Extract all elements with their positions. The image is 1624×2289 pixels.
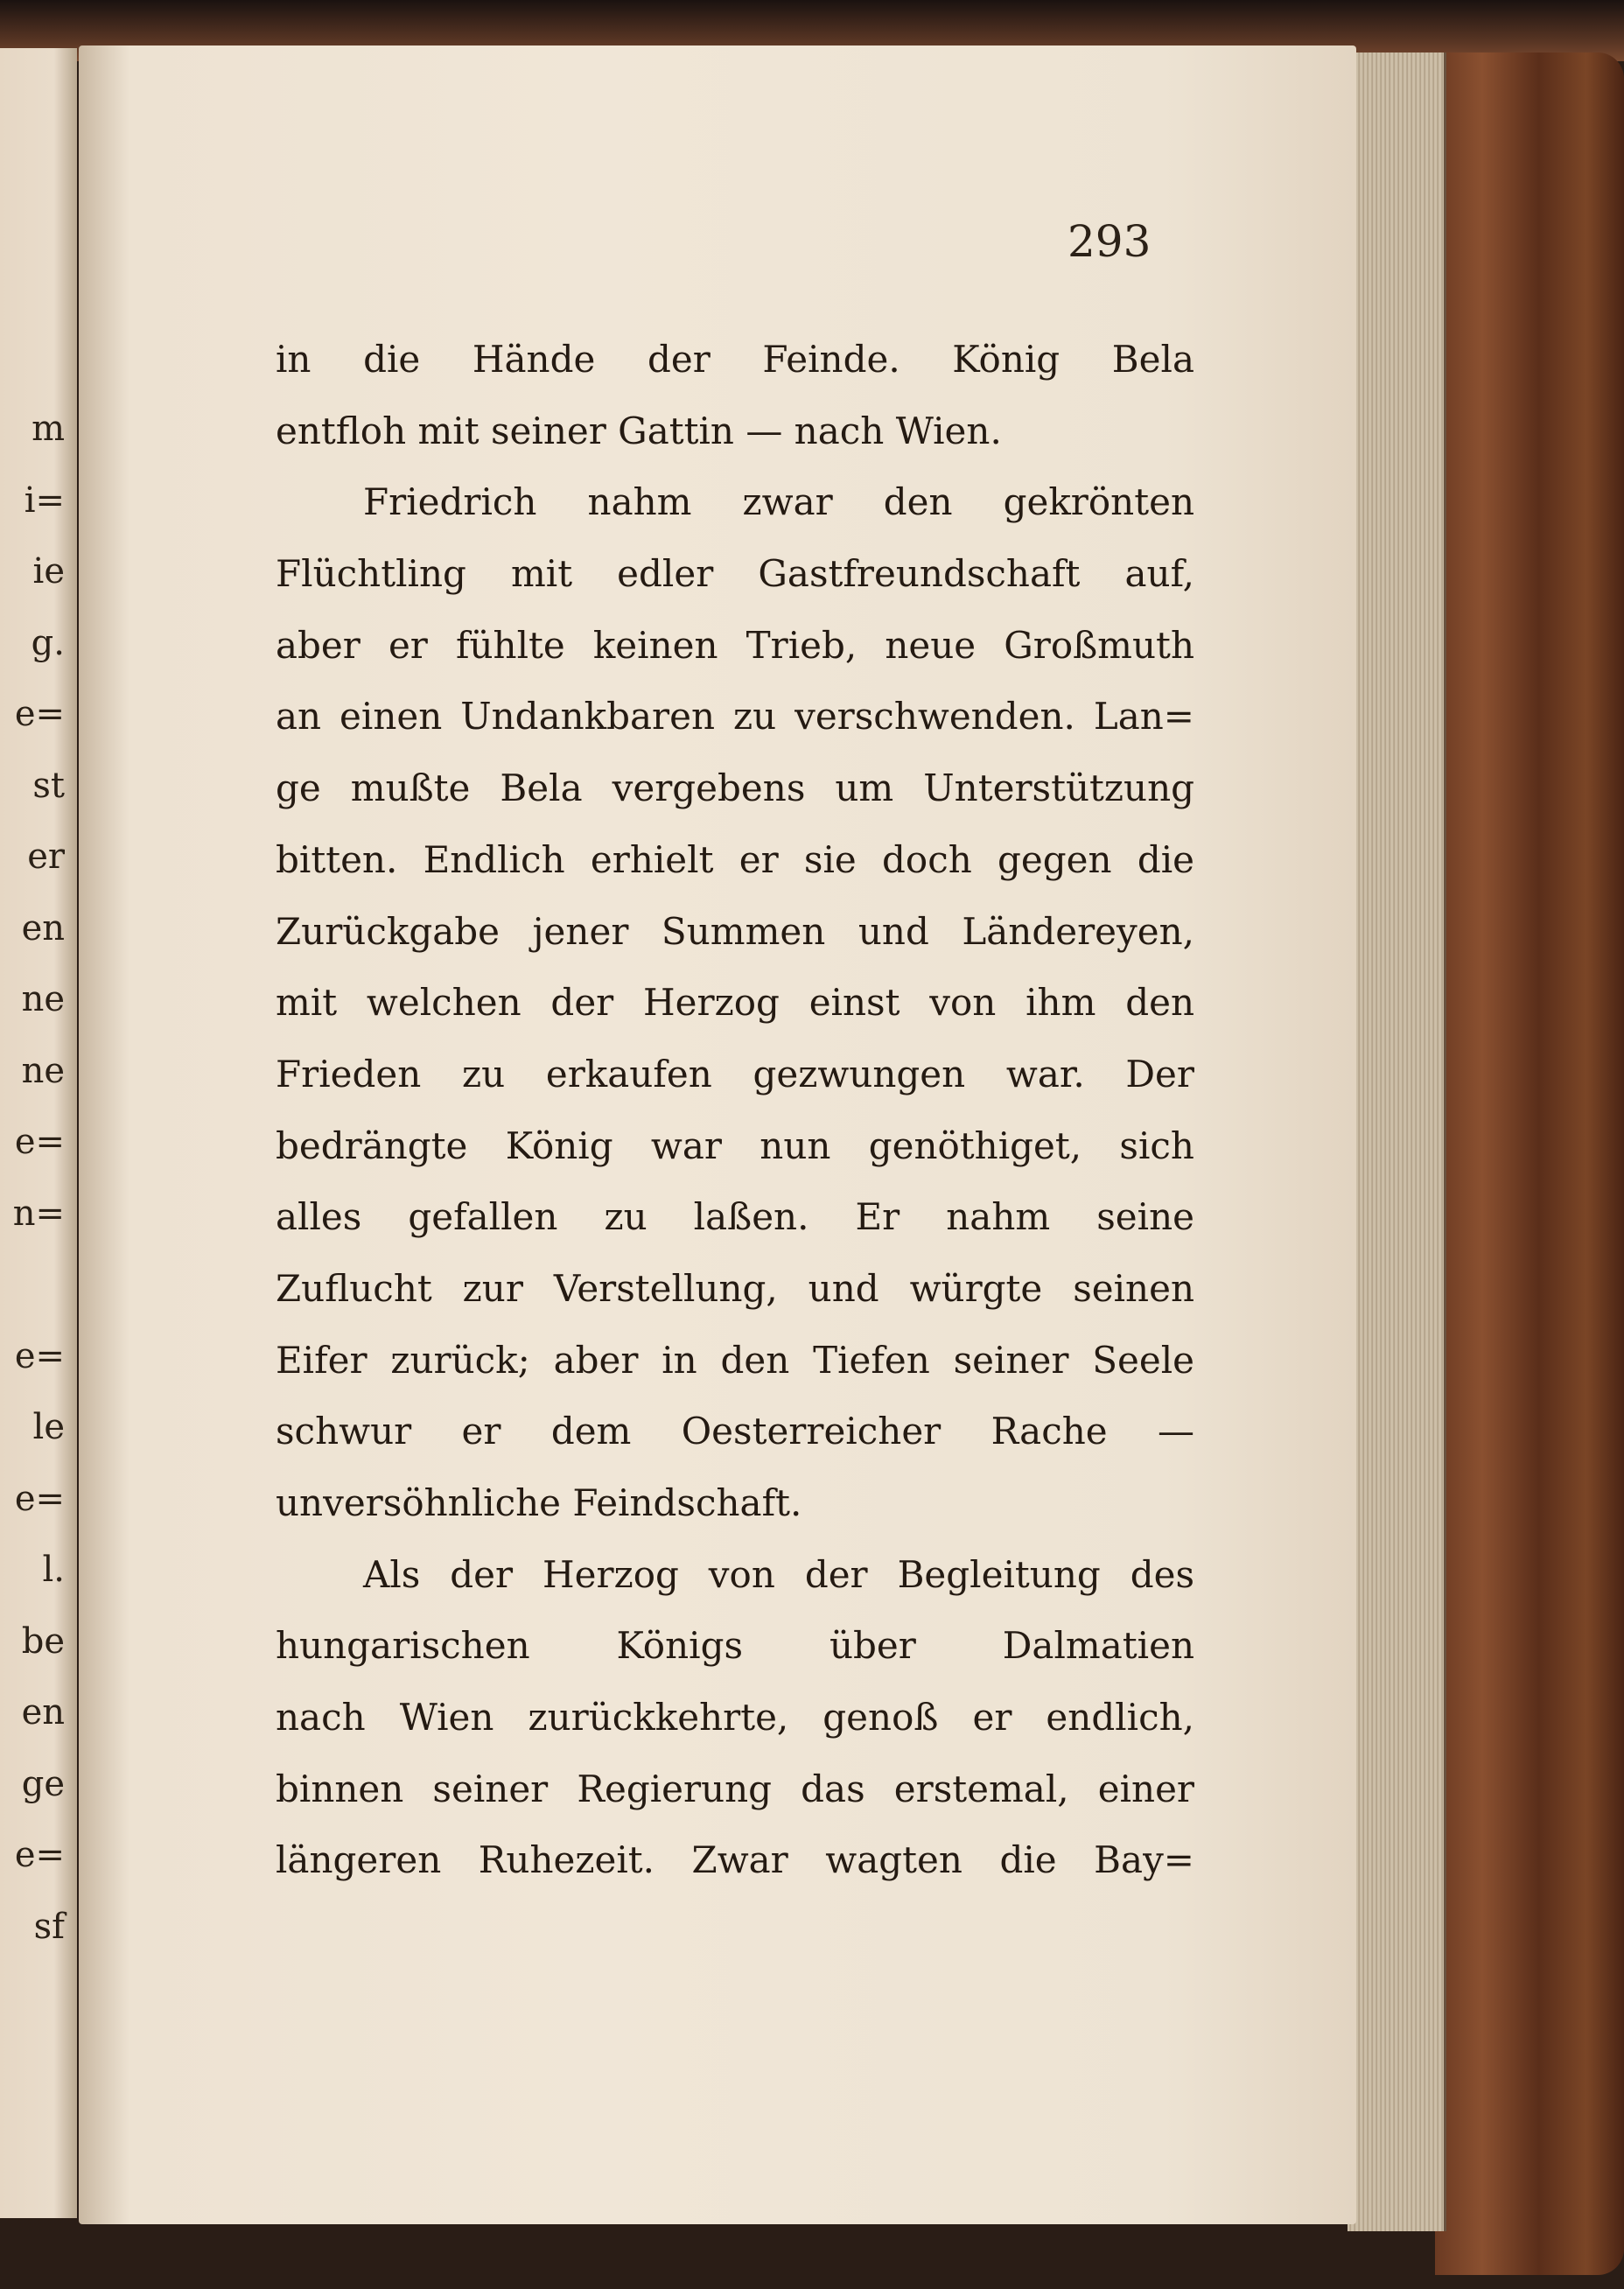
- left-page-fragment: st: [32, 765, 65, 806]
- page-edges: [1348, 52, 1446, 2231]
- text-line: Zuflucht zur Verstellung, und würgte seinen: [276, 1266, 1194, 1310]
- left-page-fragment: sf: [33, 1906, 65, 1947]
- text-line: Als der Herzog von der Begleitung des: [363, 1552, 1194, 1596]
- left-page-fragment: i=: [24, 480, 65, 521]
- text-line: bedrängte König war nun genöthiget, sich: [276, 1124, 1194, 1167]
- text-line: aber er fühlte keinen Trieb, neue Großmuth: [276, 623, 1194, 667]
- left-page-fragment: ne: [21, 1050, 65, 1091]
- left-page-fragment: be: [21, 1620, 65, 1662]
- left-page-fragment: e=: [14, 694, 65, 734]
- left-page-fragment: e=: [14, 1478, 65, 1519]
- left-page-fragment: le: [32, 1407, 65, 1447]
- left-page-fragment: e=: [14, 1835, 65, 1875]
- left-page-fragment: n=: [12, 1193, 65, 1234]
- text-line: Zurückgabe jener Summen und Ländereyen,: [276, 909, 1194, 953]
- page-number: 293: [1068, 216, 1152, 267]
- left-page-edge: [0, 48, 77, 2218]
- left-page-fragment: er: [27, 836, 65, 877]
- text-line: bitten. Endlich erhielt er sie doch gegen die: [276, 837, 1194, 881]
- text-line: schwur er dem Oesterreicher Rache —: [276, 1410, 1194, 1453]
- text-line: mit welchen der Herzog einst von ihm den: [276, 981, 1194, 1025]
- left-page-fragment: en: [21, 907, 65, 948]
- left-page-fragment: en: [21, 1692, 65, 1732]
- text-line: entfloh mit seiner Gattin — nach Wien.: [276, 409, 1002, 452]
- text-line: an einen Undankbaren zu verschwenden. Lan=: [276, 695, 1194, 738]
- text-line: alles gefallen zu laßen. Er nahm seine: [276, 1195, 1194, 1239]
- text-line: ge mußte Bela vergebens um Unterstützung: [276, 766, 1194, 810]
- left-page-fragment: m: [32, 409, 65, 449]
- left-page-fragment: [0, 1250, 70, 1321]
- text-line: Friedrich nahm zwar den gekrönten: [363, 480, 1194, 524]
- left-page-fragment: ge: [21, 1763, 65, 1804]
- page-body-text: [276, 324, 1194, 1896]
- left-page-text-fragments: [0, 394, 70, 1963]
- text-line: unversöhnliche Feindschaft.: [276, 1481, 802, 1524]
- text-line: längeren Ruhezeit. Zwar wagten die Bay=: [276, 1838, 1194, 1882]
- left-page-fragment: g.: [31, 622, 65, 663]
- left-page-fragment: ne: [21, 979, 65, 1019]
- text-line: Flüchtling mit edler Gastfreundschaft auf,: [276, 552, 1194, 596]
- left-page-fragment: l.: [42, 1550, 65, 1590]
- left-page-fragment: e=: [14, 1122, 65, 1162]
- book-cover-right: [1435, 52, 1624, 2275]
- text-line: hungarischen Königs über Dalmatien: [276, 1624, 1194, 1668]
- text-line: Frieden zu erkaufen gezwungen war. Der: [276, 1052, 1194, 1096]
- text-line: in die Hände der Feinde. König Bela: [276, 338, 1194, 381]
- text-line: Eifer zurück; aber in den Tiefen seiner Seele: [276, 1338, 1194, 1382]
- text-line: nach Wien zurückkehrte, genoß er endlich,: [276, 1696, 1194, 1740]
- left-page-fragment: e=: [14, 1335, 65, 1376]
- left-page-fragment: ie: [32, 551, 65, 592]
- text-line: binnen seiner Regierung das erstemal, einer: [276, 1767, 1194, 1810]
- right-page: [79, 46, 1356, 2224]
